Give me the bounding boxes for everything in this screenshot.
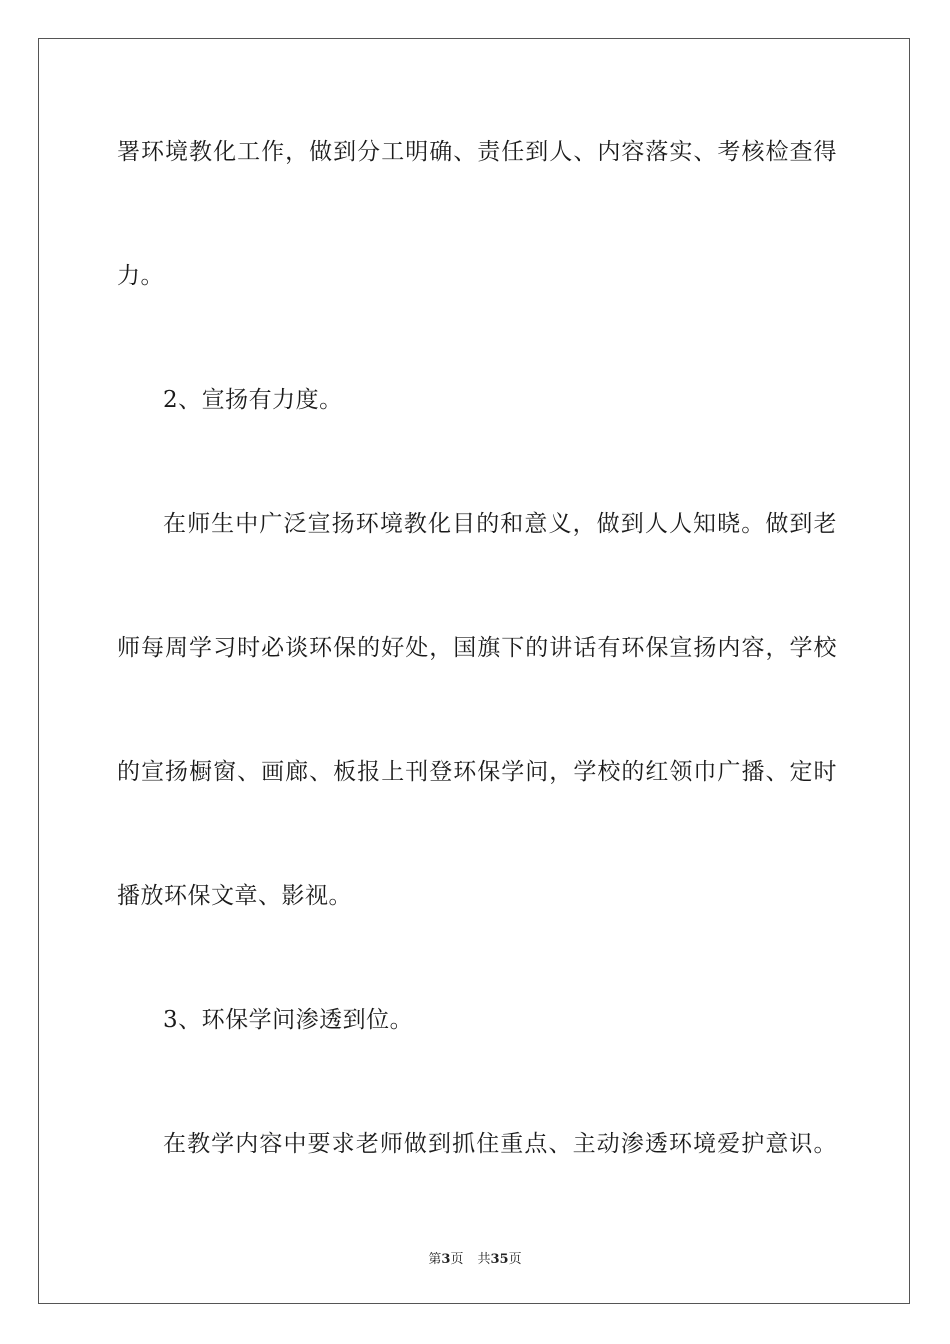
section-heading: 3、环保学问渗透到位。 (163, 1007, 414, 1033)
page-number: 3 (441, 1252, 451, 1267)
body-text-line: 播放环保文章、影视。 (117, 883, 352, 909)
body-text-line: 署环境教化工作，做到分工明确、责任到人、内容落实、考核检查得 (117, 139, 837, 165)
page-footer (0, 1248, 950, 1267)
body-text-line: 的宣扬橱窗、画廊、板报上刊登环保学问，学校的红领巾广播、定时 (117, 759, 837, 785)
page-prefix: 第 (428, 1252, 442, 1267)
body-text-line: 在教学内容中要求老师做到抓住重点、主动渗透环境爱护意识。 (163, 1131, 837, 1157)
total-prefix: 共 (477, 1252, 491, 1267)
total-pages: 35 (490, 1252, 509, 1267)
page-suffix: 页 (450, 1252, 464, 1267)
total-suffix: 页 (508, 1252, 522, 1267)
body-text-line: 力。 (117, 263, 164, 289)
body-text-line: 在师生中广泛宣扬环境教化目的和意义，做到人人知晓。做到老 (163, 511, 837, 537)
page-border (38, 38, 910, 1304)
body-text-line: 师每周学习时必谈环保的好处，国旗下的讲话有环保宣扬内容，学校 (117, 635, 837, 661)
section-heading: 2、宣扬有力度。 (163, 387, 343, 413)
